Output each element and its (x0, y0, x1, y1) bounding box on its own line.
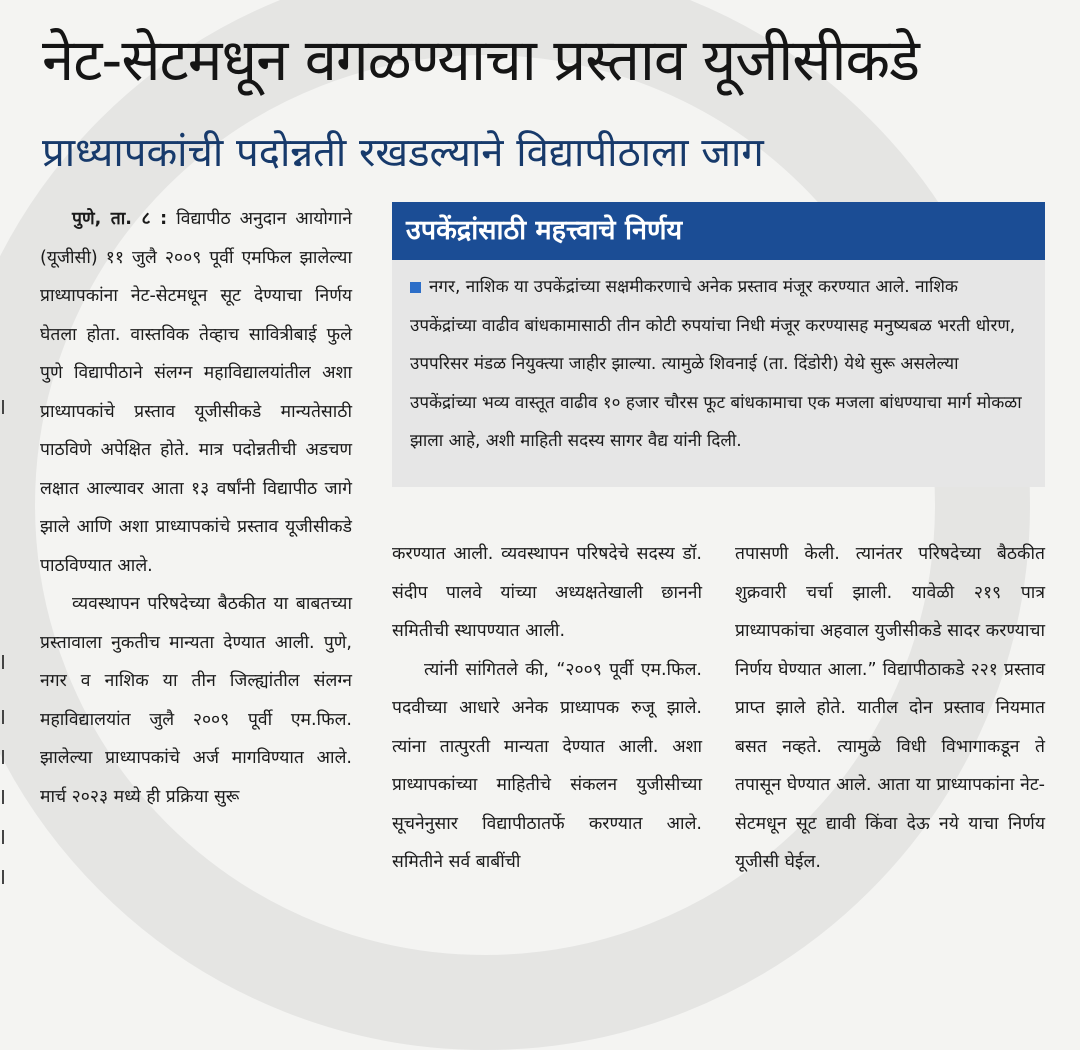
subheadline: प्राध्यापकांची पदोन्नती रखडल्याने विद्यापीठाला जाग (42, 130, 764, 176)
adjacent-column-edge (0, 380, 10, 880)
article-paragraph: तपासणी केली. त्यानंतर परिषदेच्या बैठकीत शुक्रवारी चर्चा झाली. यावेळी २१९ पात्र प्राध्यापकांचा अहवाल युजीसीकडे सादर करण्याचा निर्णय घेण्यात आला.” विद्यापीठाकडे २२१ प्रस्ताव प्राप्त झाले होते. यातील दोन प्रस्ताव नियमात बसत नव्हते. त्यामुळे विधी विभागाकडून ते तपासून घेण्यात आले. आता या प्राध्यापकांना नेट-सेटमधून सूट द्यावी किंवा देऊ नये याचा निर्णय यूजीसी घेईल. (735, 544, 1045, 872)
article-paragraph (40, 200, 352, 585)
sidebar-box-body (392, 260, 1045, 461)
square-bullet-icon (410, 282, 421, 293)
paragraph-text: विद्यापीठ अनुदान आयोगाने (यूजीसी) ११ जुलै २००९ पूर्वी एमफिल झालेल्या प्राध्यापकांना नेट-सेटमधून सूट देण्याचा निर्णय घेतला होता. वास्तविक तेव्हाच सावित्रीबाई फुले पुणे विद्यापीठाने संलग्न महाविद्यालयांतील अशा प्राध्यापकांचे प्रस्ताव यूजीसीकडे मान्यतेसाठी पाठविणे अपेक्षित होते. मात्र पदोन्नतीची अडचण लक्षात आल्यावर आता १३ वर्षांनी विद्यापीठ जागे झाले आणि अशा प्राध्यापकांचे प्रस्ताव यूजीसीकडे पाठविण्यात आले. (40, 209, 352, 576)
article-paragraph: त्यांनी सांगितले की, “२००९ पूर्वी एम.फिल. पदवीच्या आधारे अनेक प्राध्यापक रुजू झाले. त्यांना तात्पुरती मान्यता देण्यात आली. अशा प्राध्यापकांच्या माहितीचे संकलन युजीसीच्या सूचनेनुसार विद्यापीठातर्फे करण्यात आले. समितीने सर्व बाबींची (392, 659, 702, 872)
article-paragraph: करण्यात आली. व्यवस्थापन परिषदेचे सदस्य डॉ. संदीप पालवे यांच्या अध्यक्षतेखाली छाननी समितीची स्थापण्यात आली. (392, 544, 702, 641)
sidebar-box-title: उपकेंद्रांसाठी महत्त्वाचे निर्णय (392, 202, 1045, 260)
headline: नेट-सेटमधून वगळण्याचा प्रस्ताव यूजीसीकडे (42, 26, 920, 94)
sidebar-box (392, 202, 1045, 487)
article-column-1 (40, 200, 352, 816)
article-column-3 (735, 535, 1045, 882)
dateline: पुणे, ता. ८ : (72, 209, 168, 229)
article-column-2 (392, 535, 702, 882)
sidebar-box-text: नगर, नाशिक या उपकेंद्रांच्या सक्षमीकरणाचे अनेक प्रस्ताव मंजूर करण्यात आले. नाशिक उपकेंद्रांच्या वाढीव बांधकामासाठी तीन कोटी रुपयांचा निधी मंजूर करण्यासह मनुष्यबळ भरती धोरण, उपपरिसर मंडळ नियुक्त्या जाहीर झाल्या. त्यामुळे शिवनाई (ता. दिंडोरी) येथे सुरू असलेल्या उपकेंद्रांच्या भव्य वास्तूत वाढीव १० हजार चौरस फूट बांधकामाचा एक मजला बांधण्याचा मार्ग मोकळा झाला आहे, अशी माहिती सदस्य सागर वैद्य यांनी दिली. (410, 277, 1022, 451)
article-paragraph: व्यवस्थापन परिषदेच्या बैठकीत या बाबतच्या प्रस्तावाला नुकतीच मान्यता देण्यात आली. पुणे, नगर व नाशिक या तीन जिल्ह्यांतील संलग्न महाविद्यालयांत जुलै २००९ पूर्वी एम.फिल. झालेल्या प्राध्यापकांचे अर्ज मागविण्यात आले. मार्च २०२३ मध्ये ही प्रक्रिया सुरू (40, 594, 352, 807)
